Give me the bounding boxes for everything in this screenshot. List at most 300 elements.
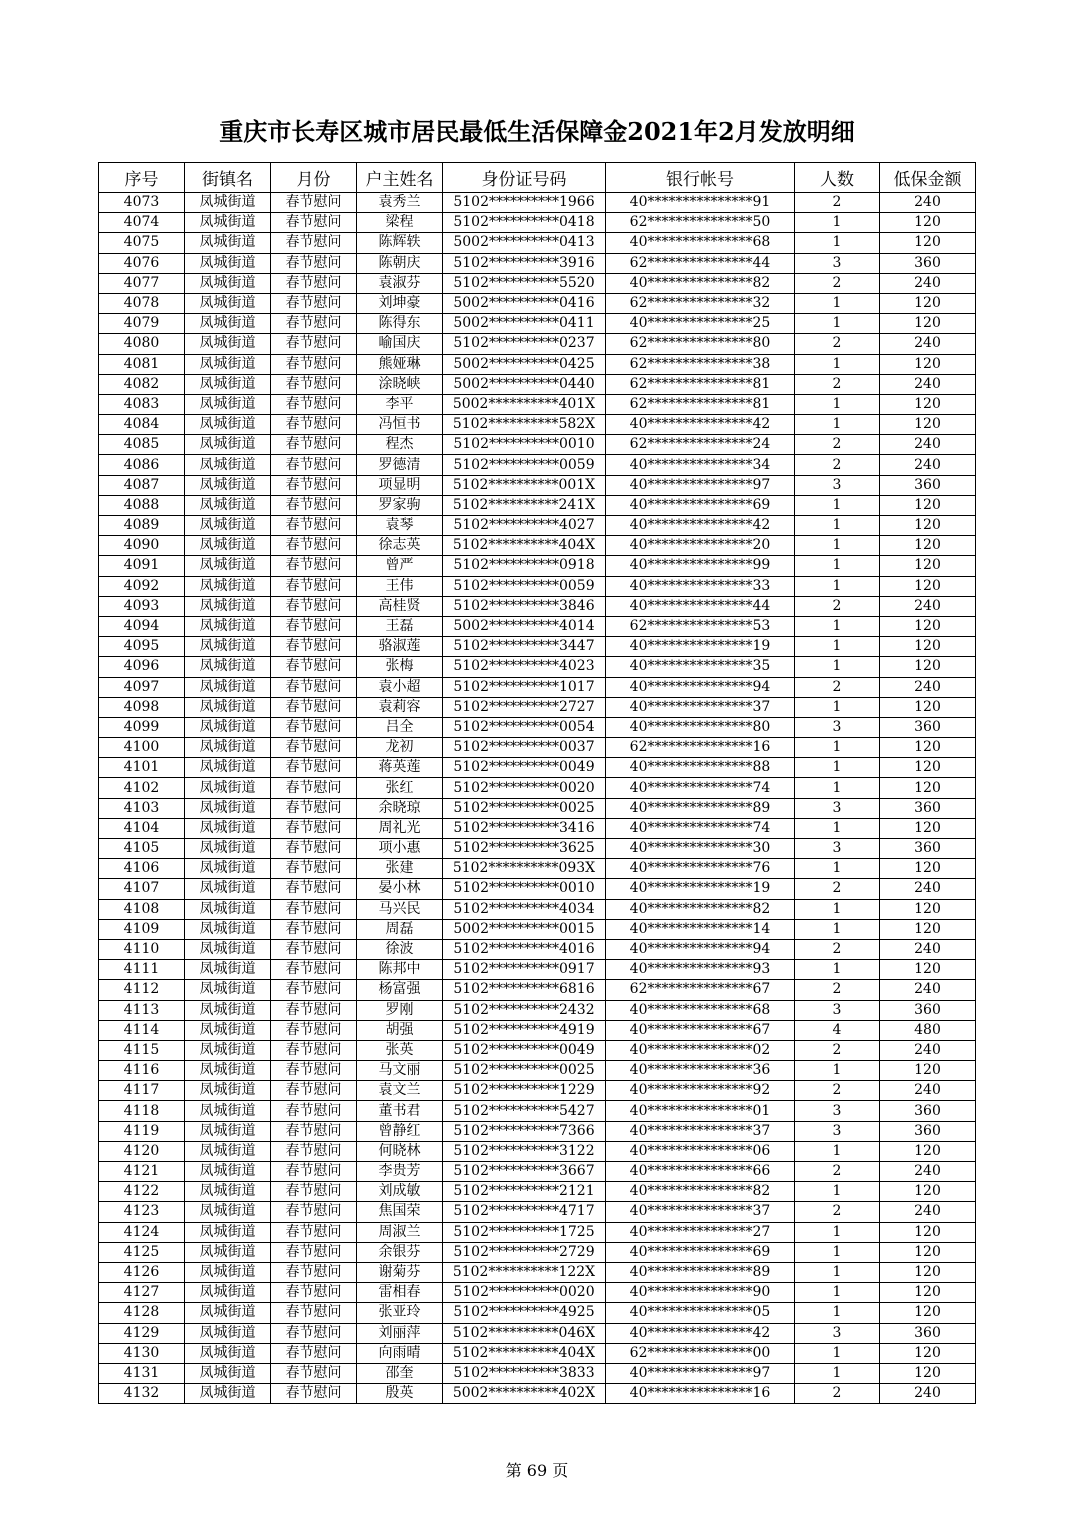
table-cell: 4118 xyxy=(99,1101,185,1121)
table-cell: 2 xyxy=(795,677,880,697)
table-cell: 5002**********0413 xyxy=(443,233,606,253)
table-cell: 3 xyxy=(795,839,880,859)
table-cell: 4097 xyxy=(99,677,185,697)
table-cell: 春节慰问 xyxy=(271,374,357,394)
table-cell: 张梅 xyxy=(357,657,443,677)
table-cell: 凤城街道 xyxy=(185,717,271,737)
table-cell: 4082 xyxy=(99,374,185,394)
table-cell: 5002**********0440 xyxy=(443,374,606,394)
table-cell: 4091 xyxy=(99,556,185,576)
table-cell: 4120 xyxy=(99,1141,185,1161)
table-cell: 4100 xyxy=(99,738,185,758)
table-row xyxy=(99,657,976,677)
table-cell: 5102**********0917 xyxy=(443,960,606,980)
table-cell: 40***************01 xyxy=(606,1101,795,1121)
table-cell: 凤城街道 xyxy=(185,1202,271,1222)
table-cell: 5102**********4925 xyxy=(443,1303,606,1323)
table-row xyxy=(99,758,976,778)
table-cell: 殷英 xyxy=(357,1384,443,1404)
table-cell: 3 xyxy=(795,1000,880,1020)
table-cell: 62***************38 xyxy=(606,354,795,374)
table-cell: 2 xyxy=(795,939,880,959)
table-row xyxy=(99,394,976,414)
table-cell: 凤城街道 xyxy=(185,394,271,414)
table-cell: 4073 xyxy=(99,193,185,213)
table-cell: 120 xyxy=(880,697,976,717)
table-cell: 240 xyxy=(880,435,976,455)
table-cell: 40***************66 xyxy=(606,1162,795,1182)
table-cell: 4124 xyxy=(99,1222,185,1242)
table-cell: 2 xyxy=(795,879,880,899)
table-cell: 5102**********046X xyxy=(443,1323,606,1343)
table-cell: 40***************94 xyxy=(606,677,795,697)
table-cell: 40***************90 xyxy=(606,1283,795,1303)
table-cell: 春节慰问 xyxy=(271,1121,357,1141)
table-cell: 凤城街道 xyxy=(185,354,271,374)
table-cell: 刘成敏 xyxy=(357,1182,443,1202)
table-cell: 4094 xyxy=(99,616,185,636)
table-cell: 5102**********1017 xyxy=(443,677,606,697)
table-cell: 凤城街道 xyxy=(185,1323,271,1343)
table-cell: 40***************69 xyxy=(606,1242,795,1262)
table-cell: 5102**********0918 xyxy=(443,556,606,576)
table-cell: 1 xyxy=(795,919,880,939)
table-cell: 5102**********0059 xyxy=(443,576,606,596)
table-cell: 4095 xyxy=(99,637,185,657)
table-cell: 4078 xyxy=(99,293,185,313)
table-cell: 春节慰问 xyxy=(271,839,357,859)
table-cell: 4075 xyxy=(99,233,185,253)
table-row xyxy=(99,677,976,697)
table-cell: 罗刚 xyxy=(357,1000,443,1020)
table-cell: 春节慰问 xyxy=(271,293,357,313)
table-cell: 邵奎 xyxy=(357,1363,443,1383)
table-cell: 4121 xyxy=(99,1162,185,1182)
table-row xyxy=(99,980,976,1000)
table-cell: 62***************53 xyxy=(606,616,795,636)
table-row xyxy=(99,455,976,475)
table-cell: 凤城街道 xyxy=(185,576,271,596)
table-cell: 高桂贤 xyxy=(357,596,443,616)
table-cell: 360 xyxy=(880,839,976,859)
table-cell: 5102**********2727 xyxy=(443,697,606,717)
table-cell: 5102**********1229 xyxy=(443,1081,606,1101)
table-cell: 2 xyxy=(795,1081,880,1101)
table-cell: 4111 xyxy=(99,960,185,980)
table-cell: 王磊 xyxy=(357,616,443,636)
table-row xyxy=(99,637,976,657)
table-cell: 凤城街道 xyxy=(185,213,271,233)
table-cell: 4127 xyxy=(99,1283,185,1303)
table-cell: 凤城街道 xyxy=(185,1343,271,1363)
table-cell: 4114 xyxy=(99,1020,185,1040)
table-cell: 5102**********0025 xyxy=(443,798,606,818)
table-cell: 5002**********4014 xyxy=(443,616,606,636)
table-cell: 40***************34 xyxy=(606,455,795,475)
table-row xyxy=(99,1323,976,1343)
table-cell: 凤城街道 xyxy=(185,1141,271,1161)
table-cell: 5102**********0010 xyxy=(443,435,606,455)
table-row xyxy=(99,1040,976,1060)
table-cell: 1 xyxy=(795,1222,880,1242)
table-cell: 120 xyxy=(880,1283,976,1303)
table-cell: 1 xyxy=(795,960,880,980)
table-cell: 5102**********0010 xyxy=(443,879,606,899)
relief-table xyxy=(98,162,976,1404)
table-cell: 5102**********241X xyxy=(443,495,606,515)
table-cell: 春节慰问 xyxy=(271,435,357,455)
table-cell: 62***************81 xyxy=(606,374,795,394)
table-cell: 罗家驹 xyxy=(357,495,443,515)
table-cell: 120 xyxy=(880,536,976,556)
table-row xyxy=(99,536,976,556)
table-cell: 40***************74 xyxy=(606,778,795,798)
table-cell: 4123 xyxy=(99,1202,185,1222)
table-cell: 120 xyxy=(880,556,976,576)
table-cell: 120 xyxy=(880,657,976,677)
table-cell: 40***************76 xyxy=(606,859,795,879)
table-row xyxy=(99,1363,976,1383)
table-cell: 凤城街道 xyxy=(185,293,271,313)
table-cell: 120 xyxy=(880,576,976,596)
table-cell: 春节慰问 xyxy=(271,1363,357,1383)
table-row xyxy=(99,273,976,293)
table-cell: 春节慰问 xyxy=(271,778,357,798)
table-cell: 春节慰问 xyxy=(271,980,357,1000)
table-cell: 240 xyxy=(880,677,976,697)
table-cell: 春节慰问 xyxy=(271,253,357,273)
table-cell: 5102**********4919 xyxy=(443,1020,606,1040)
table-cell: 120 xyxy=(880,758,976,778)
table-cell: 雷相春 xyxy=(357,1283,443,1303)
table-cell: 40***************35 xyxy=(606,657,795,677)
table-cell: 4119 xyxy=(99,1121,185,1141)
table-cell: 凤城街道 xyxy=(185,616,271,636)
table-cell: 5102**********093X xyxy=(443,859,606,879)
table-cell: 1 xyxy=(795,213,880,233)
table-cell: 凤城街道 xyxy=(185,495,271,515)
table-cell: 凤城街道 xyxy=(185,980,271,1000)
table-cell: 120 xyxy=(880,859,976,879)
table-cell: 春节慰问 xyxy=(271,516,357,536)
table-cell: 春节慰问 xyxy=(271,1182,357,1202)
table-cell: 5102**********582X xyxy=(443,415,606,435)
table-cell: 凤城街道 xyxy=(185,273,271,293)
table-cell: 陈得东 xyxy=(357,314,443,334)
table-cell: 4084 xyxy=(99,415,185,435)
table-cell: 2 xyxy=(795,980,880,1000)
table-cell: 凤城街道 xyxy=(185,1162,271,1182)
table-cell: 春节慰问 xyxy=(271,1303,357,1323)
table-cell: 4130 xyxy=(99,1343,185,1363)
table-cell: 张英 xyxy=(357,1040,443,1060)
table-cell: 春节慰问 xyxy=(271,939,357,959)
table-cell: 凤城街道 xyxy=(185,697,271,717)
table-cell: 4117 xyxy=(99,1081,185,1101)
table-cell: 5102**********5520 xyxy=(443,273,606,293)
table-cell: 40***************37 xyxy=(606,697,795,717)
table-cell: 1 xyxy=(795,738,880,758)
table-cell: 2 xyxy=(795,374,880,394)
table-cell: 4074 xyxy=(99,213,185,233)
table-cell: 吕全 xyxy=(357,717,443,737)
table-header-row xyxy=(99,163,976,193)
table-cell: 4131 xyxy=(99,1363,185,1383)
table-cell: 5102**********2729 xyxy=(443,1242,606,1262)
table-row xyxy=(99,1283,976,1303)
table-cell: 40***************97 xyxy=(606,475,795,495)
table-cell: 3 xyxy=(795,1323,880,1343)
table-cell: 焦国荣 xyxy=(357,1202,443,1222)
table-cell: 120 xyxy=(880,1363,976,1383)
table-cell: 40***************82 xyxy=(606,899,795,919)
table-cell: 5102**********0054 xyxy=(443,717,606,737)
table-cell: 凤城街道 xyxy=(185,1000,271,1020)
table-cell: 120 xyxy=(880,516,976,536)
table-cell: 1 xyxy=(795,1343,880,1363)
table-row xyxy=(99,1343,976,1363)
table-cell: 项小惠 xyxy=(357,839,443,859)
table-row xyxy=(99,919,976,939)
table-cell: 凤城街道 xyxy=(185,637,271,657)
table-cell: 马文丽 xyxy=(357,1061,443,1081)
table-cell: 120 xyxy=(880,415,976,435)
table-cell: 余银芬 xyxy=(357,1242,443,1262)
table-cell: 春节慰问 xyxy=(271,556,357,576)
table-row xyxy=(99,1262,976,1282)
column-header: 户主姓名 xyxy=(357,163,443,193)
table-cell: 春节慰问 xyxy=(271,758,357,778)
table-cell: 春节慰问 xyxy=(271,960,357,980)
table-cell: 240 xyxy=(880,374,976,394)
table-cell: 1 xyxy=(795,1141,880,1161)
table-cell: 240 xyxy=(880,596,976,616)
table-cell: 5002**********0411 xyxy=(443,314,606,334)
table-cell: 凤城街道 xyxy=(185,839,271,859)
table-cell: 3 xyxy=(795,798,880,818)
table-cell: 杨富强 xyxy=(357,980,443,1000)
table-row xyxy=(99,1162,976,1182)
table-cell: 40***************05 xyxy=(606,1303,795,1323)
table-row xyxy=(99,576,976,596)
table-cell: 春节慰问 xyxy=(271,314,357,334)
table-cell: 向雨晴 xyxy=(357,1343,443,1363)
table-cell: 凤城街道 xyxy=(185,798,271,818)
table-cell: 40***************36 xyxy=(606,1061,795,1081)
table-cell: 40***************88 xyxy=(606,758,795,778)
table-cell: 4128 xyxy=(99,1303,185,1323)
table-cell: 凤城街道 xyxy=(185,1020,271,1040)
table-cell: 余晓琼 xyxy=(357,798,443,818)
table-cell: 4116 xyxy=(99,1061,185,1081)
table-cell: 4098 xyxy=(99,697,185,717)
table-cell: 凤城街道 xyxy=(185,233,271,253)
table-cell: 360 xyxy=(880,1323,976,1343)
table-cell: 梁程 xyxy=(357,213,443,233)
table-cell: 120 xyxy=(880,394,976,414)
table-cell: 1 xyxy=(795,859,880,879)
table-row xyxy=(99,879,976,899)
table-cell: 5102**********0037 xyxy=(443,738,606,758)
table-cell: 王伟 xyxy=(357,576,443,596)
table-cell: 张红 xyxy=(357,778,443,798)
table-cell: 4126 xyxy=(99,1262,185,1282)
table-cell: 4077 xyxy=(99,273,185,293)
table-cell: 1 xyxy=(795,556,880,576)
table-cell: 5102**********3122 xyxy=(443,1141,606,1161)
table-cell: 40***************42 xyxy=(606,516,795,536)
table-row xyxy=(99,1061,976,1081)
table-row xyxy=(99,1182,976,1202)
table-cell: 春节慰问 xyxy=(271,1242,357,1262)
table-cell: 4079 xyxy=(99,314,185,334)
table-cell: 40***************14 xyxy=(606,919,795,939)
table-cell: 360 xyxy=(880,253,976,273)
table-cell: 胡强 xyxy=(357,1020,443,1040)
table-cell: 360 xyxy=(880,1000,976,1020)
table-cell: 春节慰问 xyxy=(271,455,357,475)
table-cell: 袁文兰 xyxy=(357,1081,443,1101)
table-cell: 120 xyxy=(880,616,976,636)
table-cell: 2 xyxy=(795,596,880,616)
table-cell: 5102**********4034 xyxy=(443,899,606,919)
column-header: 月份 xyxy=(271,163,357,193)
table-cell: 40***************82 xyxy=(606,273,795,293)
table-cell: 40***************42 xyxy=(606,415,795,435)
table-cell: 360 xyxy=(880,717,976,737)
table-cell: 凤城街道 xyxy=(185,818,271,838)
table-cell: 春节慰问 xyxy=(271,879,357,899)
table-cell: 4 xyxy=(795,1020,880,1040)
table-cell: 凤城街道 xyxy=(185,1283,271,1303)
table-cell: 春节慰问 xyxy=(271,717,357,737)
table-cell: 凤城街道 xyxy=(185,1242,271,1262)
table-cell: 40***************02 xyxy=(606,1040,795,1060)
table-cell: 5102**********0049 xyxy=(443,1040,606,1060)
table-cell: 4101 xyxy=(99,758,185,778)
table-cell: 62***************50 xyxy=(606,213,795,233)
table-cell: 熊娅琳 xyxy=(357,354,443,374)
table-cell: 120 xyxy=(880,213,976,233)
table-cell: 春节慰问 xyxy=(271,334,357,354)
table-cell: 5102**********0418 xyxy=(443,213,606,233)
table-cell: 4083 xyxy=(99,394,185,414)
table-cell: 春节慰问 xyxy=(271,818,357,838)
table-row xyxy=(99,778,976,798)
table-cell: 1 xyxy=(795,1182,880,1202)
table-cell: 40***************27 xyxy=(606,1222,795,1242)
table-cell: 120 xyxy=(880,738,976,758)
table-cell: 曾静红 xyxy=(357,1121,443,1141)
table-cell: 春节慰问 xyxy=(271,738,357,758)
table-cell: 袁淑芬 xyxy=(357,273,443,293)
table-cell: 5102**********2121 xyxy=(443,1182,606,1202)
table-cell: 春节慰问 xyxy=(271,657,357,677)
table-cell: 陈朝庆 xyxy=(357,253,443,273)
table-cell: 5102**********3916 xyxy=(443,253,606,273)
table-cell: 凤城街道 xyxy=(185,778,271,798)
table-cell: 240 xyxy=(880,1202,976,1222)
table-cell: 1 xyxy=(795,233,880,253)
table-cell: 120 xyxy=(880,1242,976,1262)
table-cell: 240 xyxy=(880,334,976,354)
table-cell: 5102**********0025 xyxy=(443,1061,606,1081)
table-cell: 5102**********0049 xyxy=(443,758,606,778)
table-cell: 4113 xyxy=(99,1000,185,1020)
table-cell: 5102**********4023 xyxy=(443,657,606,677)
table-cell: 凤城街道 xyxy=(185,516,271,536)
table-cell: 周磊 xyxy=(357,919,443,939)
table-cell: 1 xyxy=(795,657,880,677)
table-cell: 40***************74 xyxy=(606,818,795,838)
table-row xyxy=(99,415,976,435)
table-cell: 凤城街道 xyxy=(185,1061,271,1081)
table-cell: 4080 xyxy=(99,334,185,354)
table-row xyxy=(99,1202,976,1222)
table-cell: 凤城街道 xyxy=(185,677,271,697)
table-cell: 360 xyxy=(880,1121,976,1141)
table-cell: 40***************25 xyxy=(606,314,795,334)
table-cell: 120 xyxy=(880,1303,976,1323)
table-cell: 5102**********3416 xyxy=(443,818,606,838)
table-cell: 骆淑莲 xyxy=(357,637,443,657)
table-cell: 5002**********401X xyxy=(443,394,606,414)
table-cell: 春节慰问 xyxy=(271,1000,357,1020)
table-cell: 40***************37 xyxy=(606,1121,795,1141)
table-cell: 春节慰问 xyxy=(271,495,357,515)
table-cell: 4110 xyxy=(99,939,185,959)
column-header: 低保金额 xyxy=(880,163,976,193)
table-cell: 凤城街道 xyxy=(185,1101,271,1121)
table-cell: 40***************92 xyxy=(606,1081,795,1101)
table-cell: 4088 xyxy=(99,495,185,515)
table-cell: 4132 xyxy=(99,1384,185,1404)
table-cell: 春节慰问 xyxy=(271,899,357,919)
table-cell: 春节慰问 xyxy=(271,193,357,213)
table-cell: 5102**********3447 xyxy=(443,637,606,657)
table-cell: 凤城街道 xyxy=(185,899,271,919)
table-cell: 凤城街道 xyxy=(185,314,271,334)
table-cell: 4103 xyxy=(99,798,185,818)
table-cell: 4122 xyxy=(99,1182,185,1202)
table-cell: 春节慰问 xyxy=(271,536,357,556)
table-cell: 春节慰问 xyxy=(271,798,357,818)
table-cell: 冯恒书 xyxy=(357,415,443,435)
table-cell: 2 xyxy=(795,455,880,475)
page-title: 重庆市长寿区城市居民最低生活保障金2021年2月发放明细 xyxy=(219,117,855,146)
table-row xyxy=(99,354,976,374)
table-cell: 春节慰问 xyxy=(271,475,357,495)
table-cell: 4104 xyxy=(99,818,185,838)
table-row xyxy=(99,334,976,354)
table-cell: 4089 xyxy=(99,516,185,536)
table-cell: 40***************99 xyxy=(606,556,795,576)
table-cell: 徐志英 xyxy=(357,536,443,556)
table-cell: 120 xyxy=(880,899,976,919)
table-cell: 春节慰问 xyxy=(271,213,357,233)
table-cell: 1 xyxy=(795,576,880,596)
table-cell: 120 xyxy=(880,1141,976,1161)
table-cell: 4096 xyxy=(99,657,185,677)
table-cell: 120 xyxy=(880,1061,976,1081)
table-cell: 5102**********7366 xyxy=(443,1121,606,1141)
table-cell: 5102**********0020 xyxy=(443,1283,606,1303)
table-cell: 62***************44 xyxy=(606,253,795,273)
table-cell: 周淑兰 xyxy=(357,1222,443,1242)
table-cell: 陈辉轶 xyxy=(357,233,443,253)
table-cell: 5002**********0425 xyxy=(443,354,606,374)
table-cell: 62***************32 xyxy=(606,293,795,313)
